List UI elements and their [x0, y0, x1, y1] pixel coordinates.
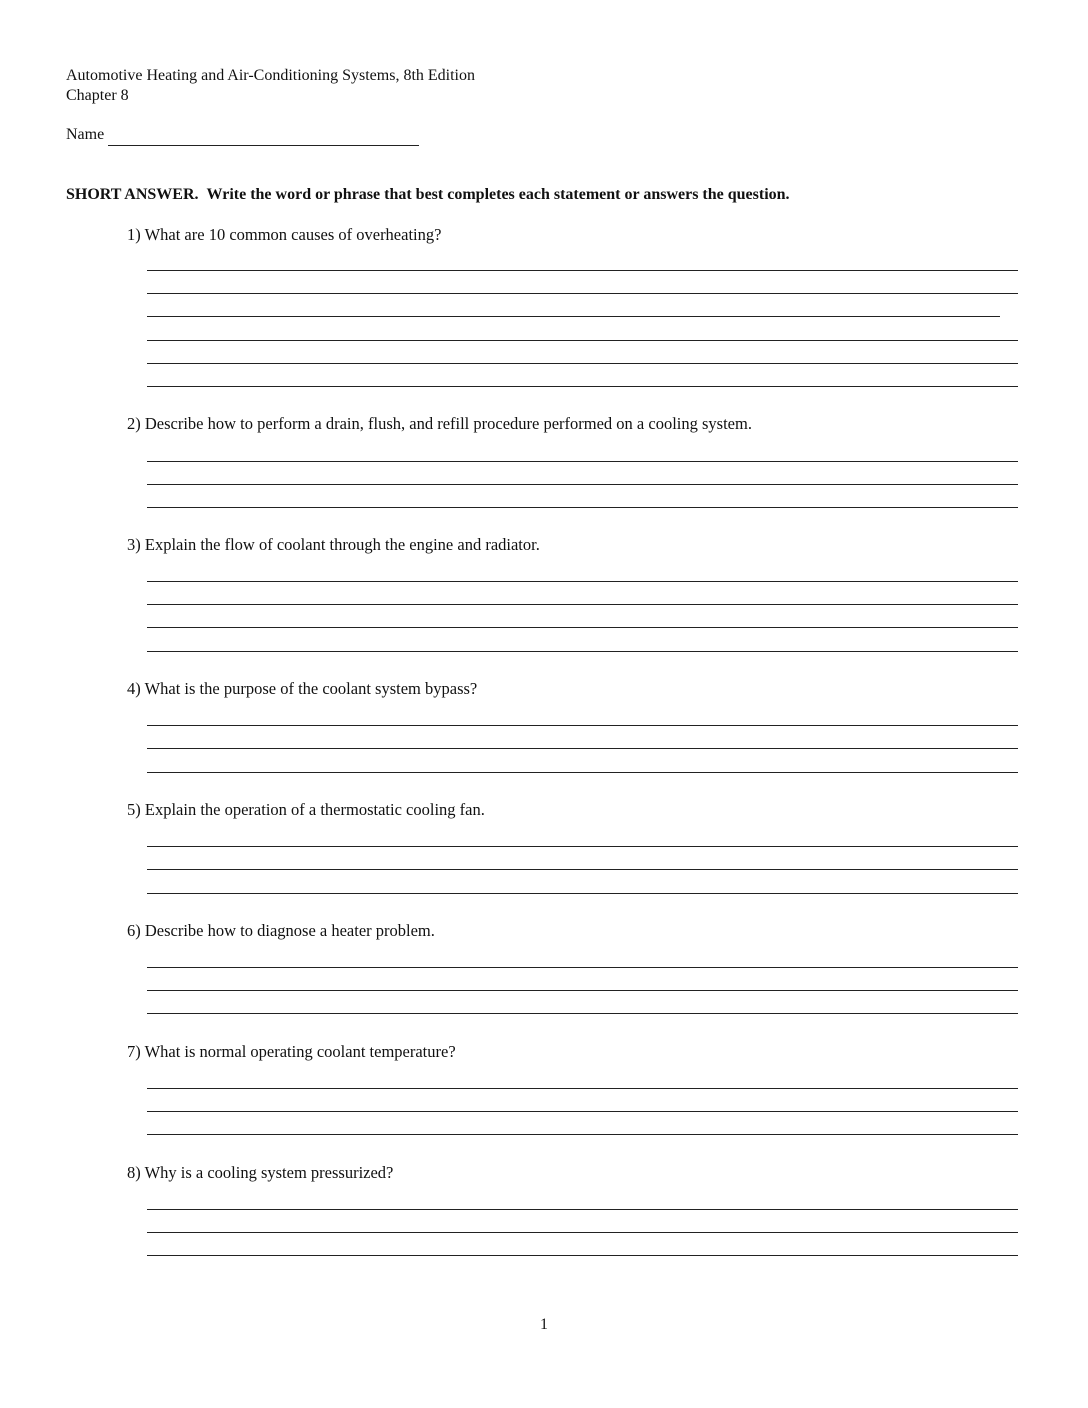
answer-line[interactable]	[147, 893, 1018, 894]
chapter-label: Chapter 8	[66, 87, 129, 104]
answer-line[interactable]	[147, 869, 1018, 870]
answer-line[interactable]	[147, 990, 1018, 991]
answer-line[interactable]	[147, 604, 1018, 605]
question-6: 6) Describe how to diagnose a heater problem.	[127, 921, 435, 940]
answer-line[interactable]	[147, 1255, 1018, 1256]
answer-line[interactable]	[147, 461, 1018, 462]
answer-line[interactable]	[147, 748, 1018, 749]
question-7: 7) What is normal operating coolant temperature?	[127, 1042, 456, 1061]
book-title: Automotive Heating and Air-Conditioning Systems, 8th Edition	[66, 67, 475, 84]
question-5: 5) Explain the operation of a thermostatic cooling fan.	[127, 800, 485, 819]
answer-line[interactable]	[147, 967, 1018, 968]
answer-line[interactable]	[147, 581, 1018, 582]
answer-line[interactable]	[147, 725, 1018, 726]
answer-line[interactable]	[147, 293, 1018, 294]
page-number: 1	[540, 1316, 548, 1333]
answer-line[interactable]	[147, 1209, 1018, 1210]
answer-line[interactable]	[147, 651, 1018, 652]
question-4: 4) What is the purpose of the coolant system bypass?	[127, 679, 478, 698]
instructions-text: Write the word or phrase that best completes each statement or answers the question.	[206, 186, 790, 203]
name-label: Name	[66, 126, 105, 143]
answer-line[interactable]	[147, 1088, 1018, 1089]
answer-line[interactable]	[147, 340, 1018, 341]
instructions	[66, 186, 790, 204]
answer-line[interactable]	[147, 316, 1000, 317]
answer-line[interactable]	[147, 846, 1018, 847]
answer-line[interactable]	[147, 1111, 1018, 1112]
answer-line[interactable]	[147, 484, 1018, 485]
answer-line[interactable]	[147, 1232, 1018, 1233]
answer-line[interactable]	[147, 772, 1018, 773]
answer-line[interactable]	[147, 270, 1018, 271]
section-title: SHORT ANSWER.	[66, 186, 199, 203]
question-3: 3) Explain the flow of coolant through the engine and radiator.	[127, 535, 540, 554]
question-2: 2) Describe how to perform a drain, flush, and refill procedure performed on a cooling system.	[127, 414, 752, 433]
question-1: 1) What are 10 common causes of overheating?	[127, 225, 442, 244]
answer-line[interactable]	[147, 1134, 1018, 1135]
answer-line[interactable]	[147, 627, 1018, 628]
answer-line[interactable]	[147, 507, 1018, 508]
name-answer-line[interactable]	[108, 145, 419, 146]
answer-line[interactable]	[147, 386, 1018, 387]
answer-line[interactable]	[147, 1013, 1018, 1014]
question-8: 8) Why is a cooling system pressurized?	[127, 1163, 394, 1182]
answer-line[interactable]	[147, 363, 1018, 364]
